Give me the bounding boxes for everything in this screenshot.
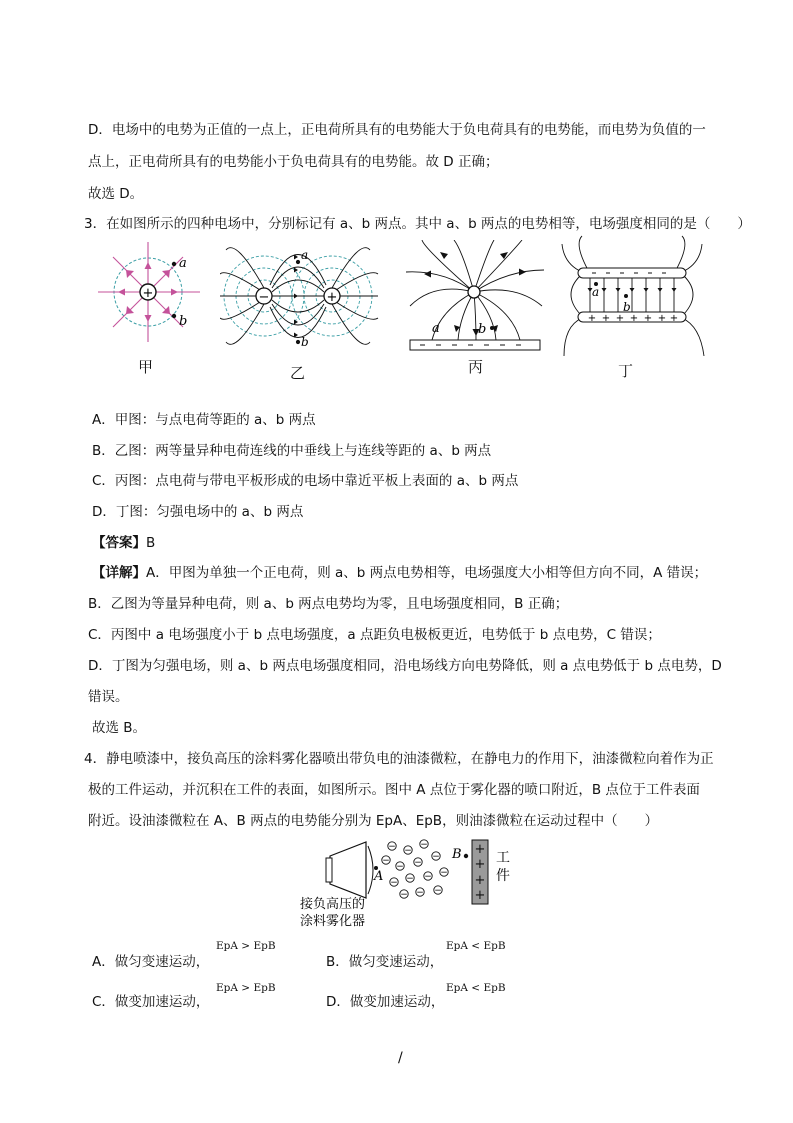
svg-text:−: − — [440, 868, 448, 878]
q3-option-c: C．丙图：点电荷与带电平板形成的电场中靠近平板上表面的 a、b 两点 — [92, 473, 519, 489]
yi-label-a: a — [301, 248, 309, 262]
svg-text:−: − — [400, 890, 408, 900]
ding-label-a: a — [592, 285, 600, 299]
svg-text:−: − — [432, 852, 440, 862]
q4-option-d: D．做变加速运动， — [326, 994, 445, 1010]
q3-stem: 3．在如图所示的四种电场中，分别标记有 a、b 两点。其中 a、b 两点的电势相等，电场强度相同的是（ ） — [84, 216, 751, 232]
q4-option-c-formula: EpA > EpB — [216, 982, 276, 994]
page-number: / — [398, 1050, 403, 1066]
sprayer-label-2: 涂料雾化器 — [300, 914, 366, 929]
q2-option-d-line1: D．电场中的电势为正值的一点上，正电荷所具有的电势能大于负电荷具有的电势能，而电势为负值的一 — [88, 122, 706, 138]
figure-spray-painting — [296, 838, 526, 932]
svg-text:−: − — [388, 842, 396, 852]
q4-option-a: A．做匀变速运动， — [92, 954, 210, 970]
svg-text:+: + — [474, 873, 486, 888]
ding-label-b: b — [623, 300, 631, 314]
answer-tag: 【答案】 — [92, 535, 146, 551]
bing-label-b: b — [478, 322, 487, 337]
yi-label-b: b — [301, 335, 309, 349]
caption-jia: 甲 — [138, 358, 154, 376]
q3-detail-a — [92, 563, 707, 583]
caption-bing: 丙 — [468, 358, 484, 376]
svg-text:−: − — [424, 872, 432, 882]
q4-stem-line3: 附近。设油漆微粒在 A、B 两点的电势能分别为 EpA、EpB，则油漆微粒在运动过程中（ ） — [88, 813, 659, 829]
yi-minus-label: − — [258, 290, 270, 305]
svg-text:−: − — [434, 886, 442, 896]
q4-option-c: C．做变加速运动， — [92, 994, 210, 1010]
q4-option-b: B．做匀变速运动， — [326, 954, 444, 970]
svg-text:−: − — [404, 846, 412, 856]
svg-text:−: − — [396, 862, 404, 872]
q2-option-d-line2: 点上，正电荷所具有的电势能小于负电荷具有的电势能。故 D 正确； — [88, 154, 499, 170]
figure-yi — [220, 238, 380, 360]
q3-detail-b: B．乙图为等量异种电荷，则 a、b 两点电势均为零，且电场强度相同，B 正确； — [88, 596, 569, 612]
svg-text:−: − — [416, 888, 424, 898]
q3-conclusion: 故选 B。 — [92, 720, 147, 736]
jia-label-a: a — [179, 256, 187, 271]
caption-yi: 乙 — [290, 364, 306, 382]
q3-detail-c: C．丙图中 a 电场强度小于 b 点电场强度，a 点距负电极板更近，电势低于 b 点电势，C 错误； — [88, 627, 661, 643]
svg-text:+: + — [615, 313, 625, 324]
label-A: A — [374, 869, 384, 884]
svg-text:+: + — [657, 313, 667, 324]
jia-plus-label: + — [142, 286, 154, 301]
q4-option-b-formula: EpA < EpB — [446, 940, 506, 952]
sprayer-label-1: 接负高压的 — [300, 897, 366, 912]
svg-text:−: − — [382, 856, 390, 866]
caption-ding: 丁 — [618, 362, 634, 380]
svg-text:−: − — [420, 840, 428, 850]
svg-text:+: + — [474, 857, 486, 872]
q4-option-a-formula: EpA > EpB — [216, 940, 276, 952]
svg-text:−: − — [390, 878, 398, 888]
q3-detail-d-line1: D．丁图为匀强电场，则 a、b 两点电场强度相同，沿电场线方向电势降低，则 a 点电势低于 b 点电势，D — [88, 658, 722, 674]
detail-tag: 【详解】 — [92, 565, 146, 581]
q3-option-d: D．丁图：匀强电场中的 a、b 两点 — [92, 504, 304, 520]
bing-label-a: a — [432, 321, 440, 336]
yi-plus-label: + — [326, 290, 338, 305]
q3-detail-d-line2: 错误。 — [88, 689, 129, 705]
svg-text:−: − — [414, 858, 422, 868]
q4-stem-line1: 4．静电喷漆中，接负高压的涂料雾化器喷出带负电的油漆微粒，在静电力的作用下，油漆微粒向着作为正 — [84, 751, 714, 767]
detail-a-text: A．甲图为单独一个正电荷，则 a、b 两点电势相等，电场强度大小相等但方向不同，A 错误； — [146, 565, 708, 581]
jia-label-b: b — [179, 314, 188, 329]
svg-text:+: + — [474, 842, 486, 857]
q4-stem-line2: 极的工件运动，并沉积在工件的表面，如图所示。图中 A 点位于雾化器的喷口附近，B 点位于工件表面 — [88, 782, 700, 798]
figure-ding — [560, 234, 710, 364]
q4-option-d-formula: EpA < EpB — [446, 982, 506, 994]
svg-text:+: + — [587, 313, 597, 324]
figure-bing — [404, 240, 546, 356]
workpiece-label-2: 件 — [496, 868, 510, 884]
q3-answer — [92, 533, 155, 553]
q3-option-b: B．乙图：两等量异种电荷连线的中垂线上与连线等距的 a、b 两点 — [92, 443, 492, 459]
label-B: B — [452, 847, 462, 862]
svg-text:+: + — [474, 888, 486, 903]
q2-conclusion: 故选 D。 — [88, 186, 144, 202]
svg-text:+: + — [629, 313, 639, 324]
svg-text:+: + — [643, 313, 653, 324]
workpiece-label-1: 工 — [496, 850, 510, 866]
svg-text:+: + — [601, 313, 611, 324]
q3-option-a: A．甲图：与点电荷等距的 a、b 两点 — [92, 412, 316, 428]
svg-text:+: + — [669, 313, 679, 324]
figure-jia — [96, 240, 206, 352]
answer-value: B — [146, 535, 156, 551]
svg-text:−: − — [406, 874, 414, 884]
